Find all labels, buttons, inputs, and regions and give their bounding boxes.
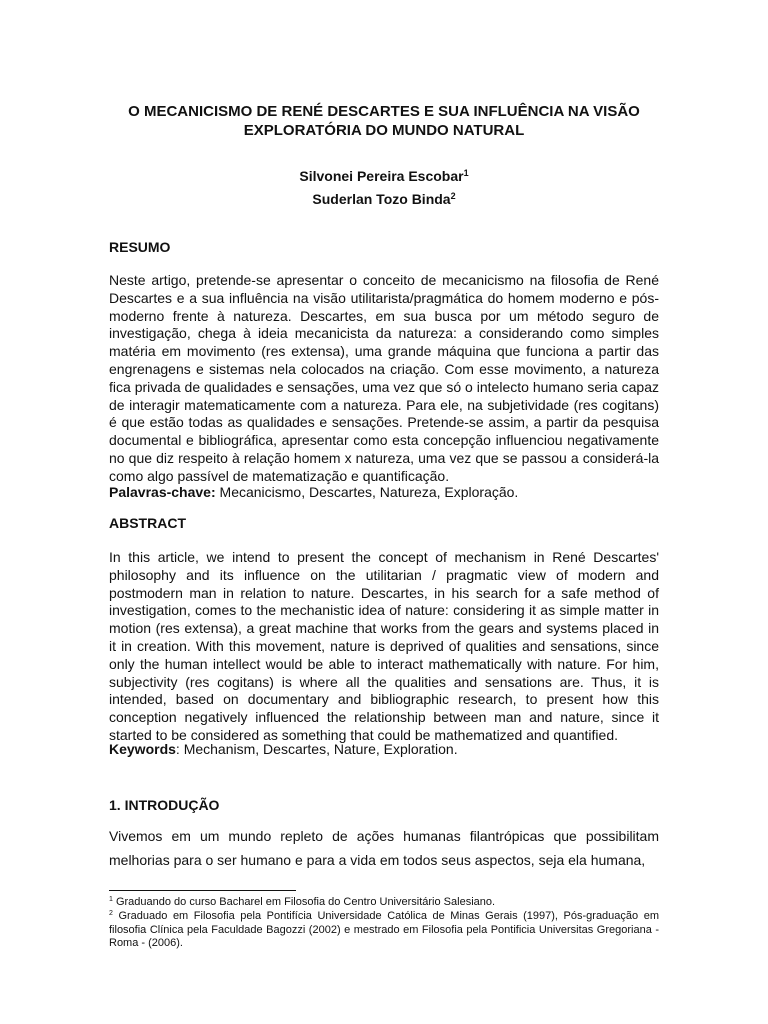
author-2-name: Suderlan Tozo Binda: [312, 191, 451, 207]
author-1-footnote-mark: 1: [463, 168, 469, 178]
footnote-separator: [109, 890, 296, 891]
footnote-2-text: Graduado em Filosofia pela Pontifícia Universidade Católica de Minas Gerais (1997), Pós-graduação em filosofia Clínica pela Faculdade Bagozzi (2002) e mestrado em Filosofia pela Pontificia Universitas Gregoriana -Roma - (2006).: [109, 910, 659, 949]
author-2: [110, 190, 658, 208]
footnote-2: [109, 910, 659, 951]
abstract-heading: ABSTRACT: [109, 515, 186, 531]
abstract-keywords-label: Keywords: [109, 741, 176, 757]
paper-title: O MECANICISMO DE RENÉ DESCARTES E SUA INFLUÊNCIA NA VISÃO EXPLORATÓRIA DO MUNDO NATURAL: [128, 103, 640, 139]
abstract-keywords-values: : Mechanism, Descartes, Nature, Exploration.: [175, 741, 458, 757]
resumo-heading: RESUMO: [109, 239, 171, 255]
resumo-text: Neste artigo, pretende-se apresentar o conceito de mecanicismo na filosofia de René Descartes e a sua influência na visão utilitarista/pragmática do homem moderno e pós-moderno frente à natureza. Descartes, em sua busca por um método seguro de investigação, chega à ideia mecanicista da natureza: a considerando como simples matéria em movimento (res extensa), uma grande máquina que funciona a partir das engrenagens e sistemas nela colocados na criação. Com esse movimento, a natureza fica privada de qualidades e sensações, uma vez que só o intelecto humano seria capaz de interagir matematicamente com a natureza. Para ele, na subjetividade (res cogitans) é que estão todas as qualidades e sensações. Pretende-se assim, a partir da pesquisa documental e bibliográfica, apresentar como esta concepção influenciou negativamente no que diz respeito à relação homem x natureza, uma vez que se passou a considerá-la como algo passível de matematização e quantificação.: [109, 272, 659, 484]
footnote-1-mark: 1: [109, 896, 113, 903]
abstract-keywords: [109, 740, 659, 758]
author-1-name: Silvonei Pereira Escobar: [299, 168, 464, 184]
author-1: [110, 167, 658, 185]
introduction-text: Vivemos em um mundo repleto de ações humanas filantrópicas que possibilitam melhorias para o ser humano e para a vida em todos seus aspectos, seja ela humana,: [109, 828, 659, 868]
resumo-keywords-label: Palavras-chave:: [109, 484, 216, 500]
footnote-1-text: Graduando do curso Bacharel em Filosofia do Centro Universitário Salesiano.: [112, 896, 496, 908]
footnote-2-mark: 2: [109, 910, 113, 917]
introduction-heading: 1. INTRODUÇÃO: [109, 797, 220, 813]
author-2-footnote-mark: 2: [450, 191, 456, 201]
footnote-1: [109, 896, 659, 910]
resumo-keywords-values: Mecanicismo, Descartes, Natureza, Exploração.: [215, 484, 519, 500]
resumo-keywords: [109, 483, 659, 501]
abstract-text: In this article, we intend to present the concept of mechanism in René Descartes' philosophy and its influence on the utilitarian / pragmatic view of modern and postmodern man in relation to nature. Descartes, in his search for a safe method of investigation, comes to the mechanistic idea of nature: considering it as simple matter in motion (res extensa), a great machine that works from the gears and systems placed in it in creation. With this movement, nature is deprived of qualities and sensations, since only the human intellect would be able to interact mathematically with nature. For him, subjectivity (res cogitans) is where all the qualities and sensations are. Thus, it is intended, based on documentary and bibliographic research, to present how this conception negatively influenced the relationship between man and nature, since it started to be considered as something that could be mathematized and quantified.: [109, 549, 659, 743]
